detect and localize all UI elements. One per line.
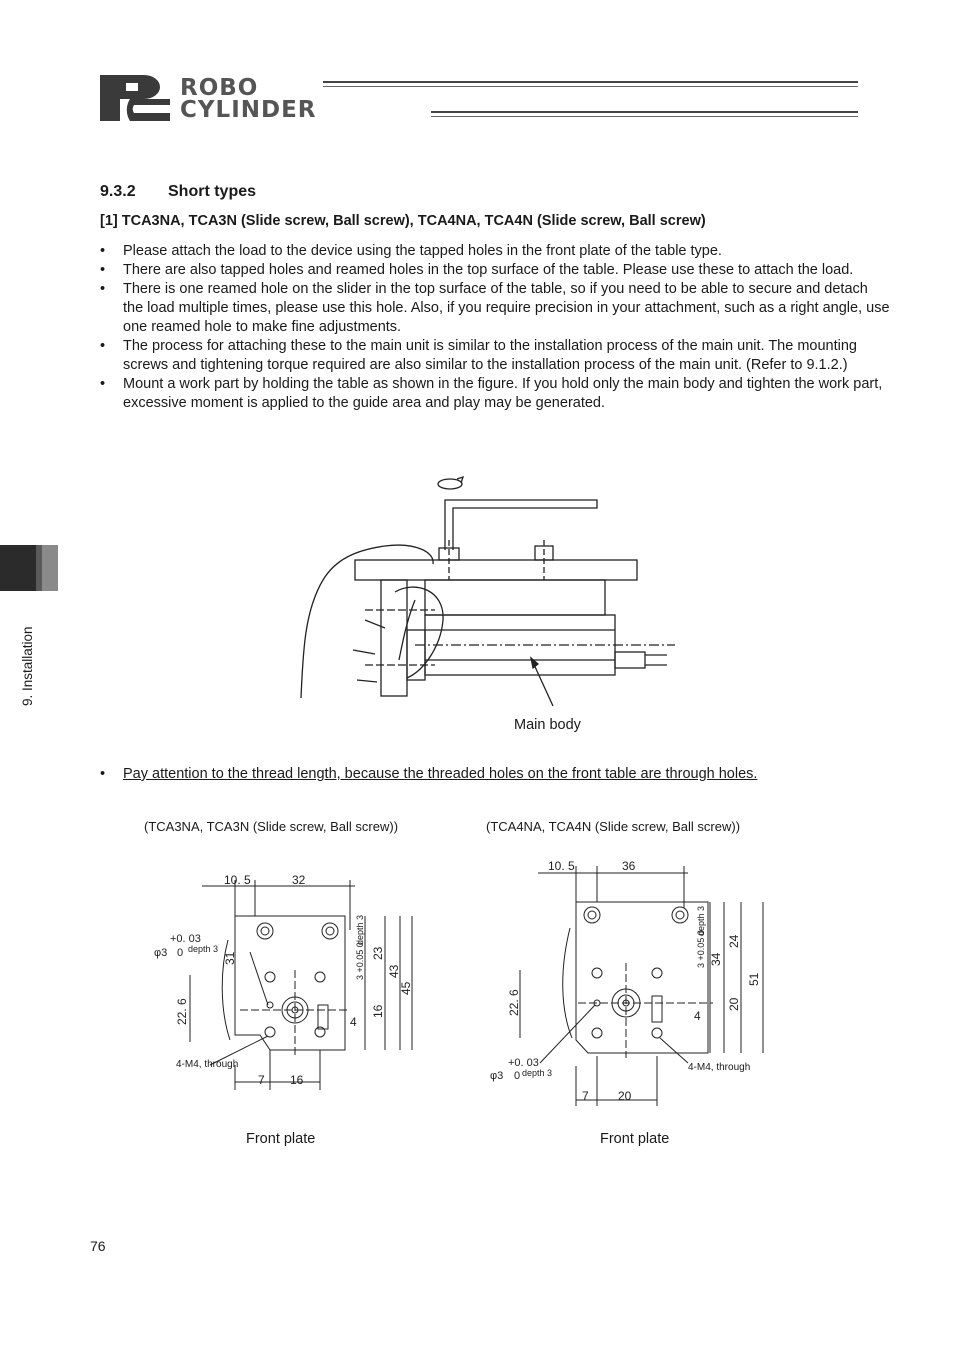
dim-22-6: 22. 6 bbox=[507, 989, 521, 1016]
dim-34: 34 bbox=[709, 952, 723, 966]
dim-7: 7 bbox=[582, 1089, 589, 1103]
drawing-left-note: 4-M4, through bbox=[176, 1059, 239, 1070]
dim-depth-b: depth 3 bbox=[355, 914, 365, 945]
drawing-right-title: (TCA4NA, TCA4N (Slide screw, Ball screw)) bbox=[486, 819, 741, 834]
drawing-right-note: 4-M4, through bbox=[688, 1062, 751, 1073]
dim-16h: 16 bbox=[290, 1073, 304, 1087]
dim-zero: 0 bbox=[514, 1070, 521, 1082]
hole bbox=[322, 923, 338, 939]
hole bbox=[672, 907, 688, 923]
attention-text: Pay attention to the thread length, because the threaded holes on the front table are through holes. bbox=[123, 766, 758, 782]
dim-phi: φ3 bbox=[490, 1070, 504, 1082]
dim-4: 4 bbox=[694, 1009, 701, 1023]
page-number: 76 bbox=[90, 1238, 106, 1254]
header-rule-top bbox=[323, 81, 858, 83]
drawing-left-caption: Front plate bbox=[246, 1131, 316, 1147]
dim-31: 31 bbox=[223, 951, 237, 965]
dim-phi: φ3 bbox=[154, 947, 168, 959]
dim-10-5: 10. 5 bbox=[548, 859, 575, 873]
dim-7: 7 bbox=[258, 1073, 265, 1087]
hole bbox=[584, 907, 600, 923]
dim-tol2: 3 +0.05 0 bbox=[355, 942, 365, 980]
list-item: • Mount a work part by holding the table as shown in the figure. If you hold only the main body and tighten the work part, excessive moment is applied to the guide area and play may be generated. bbox=[100, 375, 890, 413]
dim-10-5: 10. 5 bbox=[224, 873, 251, 887]
chapter-tab-shade-dark bbox=[36, 545, 42, 591]
bullet-list bbox=[100, 242, 890, 413]
dim-depth-a: depth 3 bbox=[188, 944, 219, 954]
list-item: • The process for attaching these to the main unit is similar to the installation process of the main unit. The mounting screws and tightening torque required are also similar to the installation process of the main unit. (Refer to 9.1.2.) bbox=[100, 337, 890, 375]
figure-label-main-body: Main body bbox=[514, 717, 581, 733]
rc-logo-mark bbox=[96, 73, 176, 123]
drawing-right bbox=[488, 848, 778, 1113]
header-rule-bottom bbox=[431, 111, 858, 113]
drawing-left-title: (TCA3NA, TCA3N (Slide screw, Ball screw)) bbox=[144, 819, 399, 834]
dim-tol2: 3 +0.05 0 bbox=[696, 930, 706, 968]
dim-20h: 20 bbox=[618, 1089, 632, 1103]
dim-22-6: 22. 6 bbox=[175, 998, 189, 1025]
list-item: • There are also tapped holes and reamed holes in the top surface of the table. Please use these to attach the load. bbox=[100, 261, 890, 280]
dim-tol: +0. 03 bbox=[170, 933, 201, 945]
dim-24: 24 bbox=[727, 934, 741, 948]
dim-depth-b: depth 3 bbox=[696, 905, 706, 936]
mounting-figure bbox=[295, 470, 685, 710]
dim-tol: +0. 03 bbox=[508, 1057, 539, 1069]
list-item: • Please attach the load to the device using the tapped holes in the front plate of the table type. bbox=[100, 242, 890, 261]
dim-depth-a: depth 3 bbox=[522, 1068, 553, 1078]
dim-4: 4 bbox=[350, 1015, 357, 1029]
dim-45: 45 bbox=[399, 981, 413, 995]
subsection-heading: [1] TCA3NA, TCA3N (Slide screw, Ball screw), TCA4NA, TCA4N (Slide screw, Ball screw) bbox=[100, 213, 706, 229]
section-title: Short types bbox=[168, 183, 257, 200]
dim-20v: 20 bbox=[727, 997, 741, 1011]
header-rule-bottom-thin bbox=[431, 116, 858, 117]
list-item: • There is one reamed hole on the slider in the top surface of the table, so if you need to be able to secure and detach the load multiple times, please use this hole. Also, if you require precision in your attachment, such as a right angle, use one reamed hole to make fine adjustments. bbox=[100, 280, 890, 337]
sidebar-chapter-label: 9. Installation bbox=[20, 626, 35, 706]
dim-16v: 16 bbox=[371, 1004, 385, 1018]
chapter-tab bbox=[0, 545, 36, 591]
section-number: 9.3.2 bbox=[100, 183, 136, 200]
drawing-right-caption: Front plate bbox=[600, 1131, 670, 1147]
dim-51: 51 bbox=[747, 972, 761, 986]
section-heading bbox=[100, 183, 256, 201]
dim-43: 43 bbox=[387, 964, 401, 978]
dim-32: 32 bbox=[292, 873, 306, 887]
dim-zero: 0 bbox=[177, 947, 184, 959]
dim-23: 23 bbox=[371, 946, 385, 960]
header-rule-top-thin bbox=[323, 86, 858, 87]
dim-36: 36 bbox=[622, 859, 636, 873]
logo-line2: CYLINDER bbox=[180, 97, 317, 123]
hole bbox=[257, 923, 273, 939]
logo-line1: ROBO bbox=[180, 75, 259, 101]
